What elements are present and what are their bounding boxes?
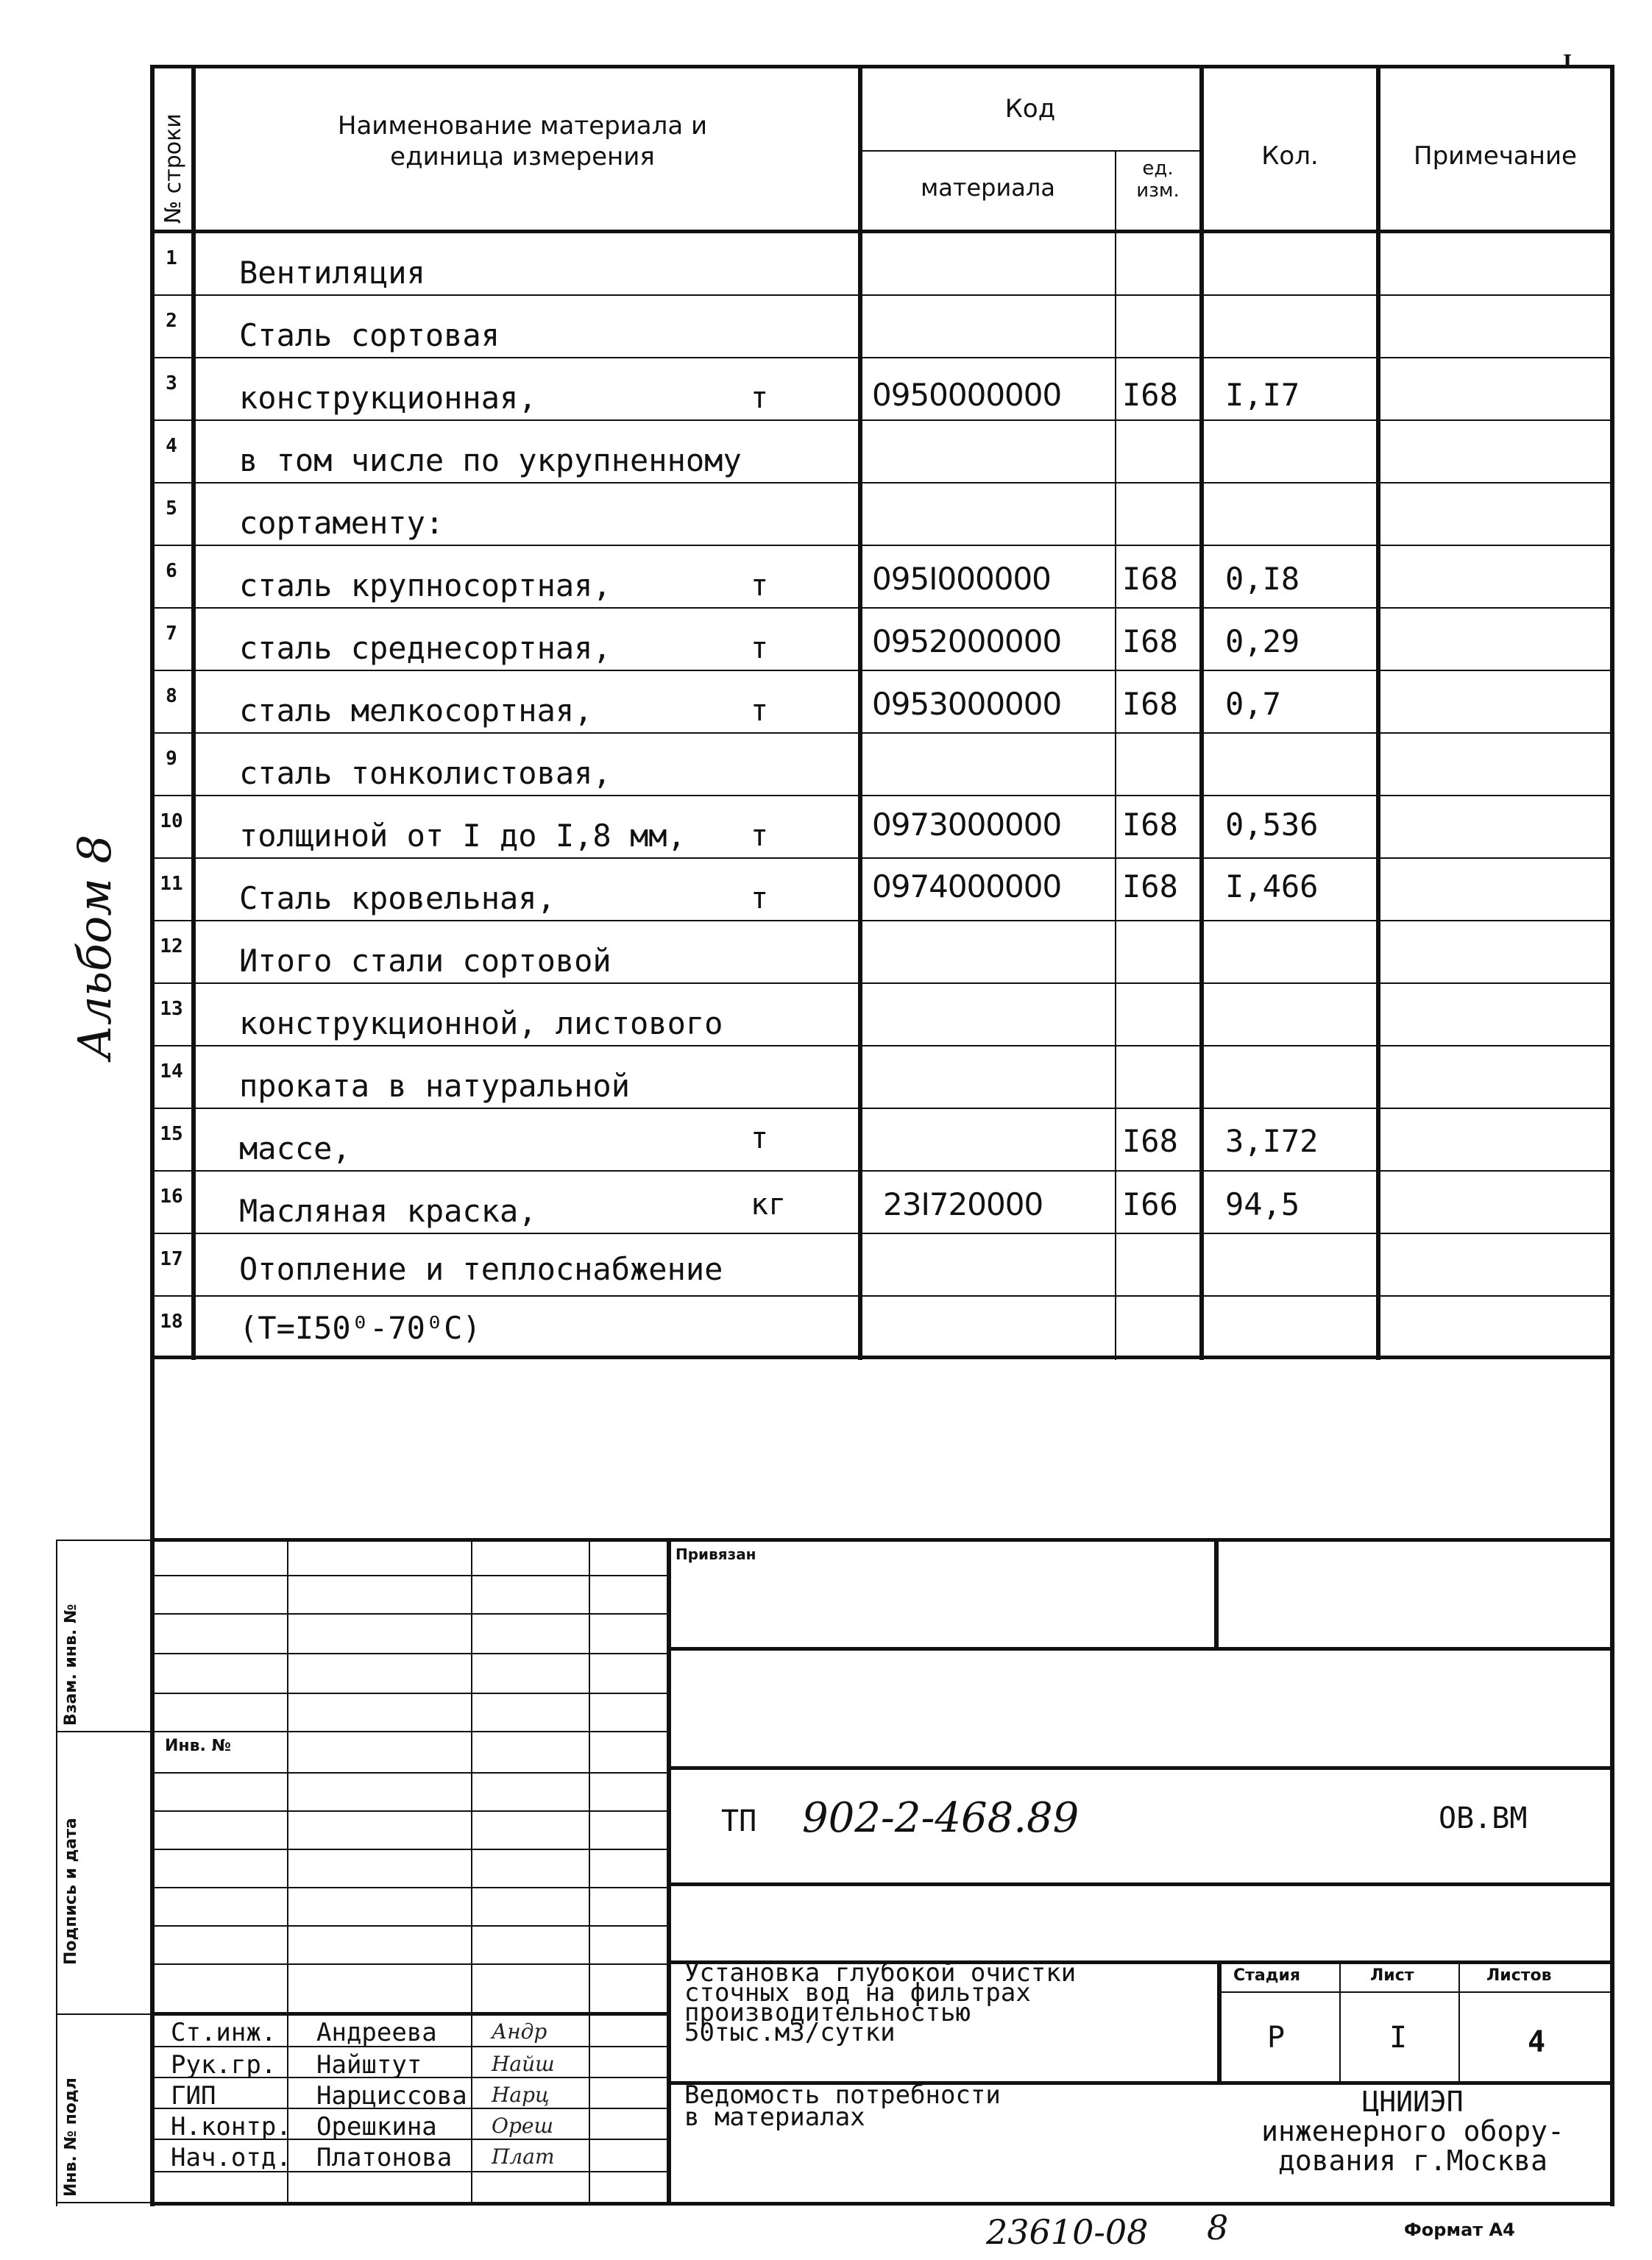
unit: т xyxy=(751,569,769,603)
unit-code-header: ед. изм. xyxy=(1136,157,1180,202)
unit: т xyxy=(751,882,769,915)
row-number: 11 xyxy=(160,873,183,895)
col-sep-rowno xyxy=(191,65,196,1360)
material-name: Сталь сортовая xyxy=(239,317,500,353)
unit-code: I68 xyxy=(1122,686,1178,722)
col-sep-name xyxy=(858,65,862,1360)
stamp-row xyxy=(150,1887,668,1888)
code-header: Код xyxy=(1004,94,1056,124)
row-line xyxy=(150,1233,1614,1234)
replaced-inv-label: Взам. инв. № xyxy=(62,1604,80,1726)
row-line xyxy=(150,1295,1614,1297)
row-line xyxy=(150,482,1614,483)
privyazan-label: Привязан xyxy=(676,1545,756,1563)
quantity: 0,536 xyxy=(1225,807,1319,843)
person-name: Андреева xyxy=(316,2018,437,2047)
album-number: 8 xyxy=(1207,2208,1229,2247)
row-number: 17 xyxy=(160,1248,183,1270)
stage-box-left xyxy=(1217,1960,1222,2083)
person-role: Нач.отд. xyxy=(171,2143,291,2172)
unit: кг xyxy=(751,1188,787,1222)
quantity: 0,7 xyxy=(1225,686,1281,722)
stage-box-sep xyxy=(1339,1960,1341,2083)
stamp-row xyxy=(150,1925,668,1927)
person-signature: Плат xyxy=(492,2144,555,2169)
inv-no-orig-label: Инв. № подл xyxy=(62,2077,80,2197)
stamp-row xyxy=(150,1613,668,1615)
row-number: 18 xyxy=(160,1311,183,1333)
stage-label: Стадия xyxy=(1233,1966,1301,1985)
stamp-col xyxy=(589,1540,590,2202)
person-name: Найштут xyxy=(316,2050,422,2080)
person-role: ГИП xyxy=(171,2081,216,2111)
quantity: 94,5 xyxy=(1225,1186,1300,1222)
row-line xyxy=(150,545,1614,546)
row-number: 9 xyxy=(166,748,177,770)
stamp-row xyxy=(150,1772,668,1774)
person-signature: Нарц xyxy=(492,2083,550,2107)
row-line xyxy=(150,419,1614,421)
row-number: 12 xyxy=(160,935,183,957)
inv-no-label: Инв. № xyxy=(165,1737,232,1755)
project-title: Установка глубокой очистки сточных вод на фильтрах производительностью 50тыс.м3/сутки xyxy=(684,1958,1077,2047)
corner-mark: I xyxy=(1563,52,1573,74)
material-name: массе, xyxy=(239,1130,351,1166)
stamp-row xyxy=(150,1810,668,1812)
material-name: сталь крупносортная, xyxy=(239,567,611,603)
unit: т xyxy=(751,631,769,665)
person-signature: Ореш xyxy=(492,2114,553,2138)
stamp-col xyxy=(471,1540,472,2202)
row-number: 1 xyxy=(166,247,177,269)
material-name: проката в натуральной xyxy=(239,1068,631,1104)
col-sep-unitcode xyxy=(1199,65,1204,1360)
stamp-strip-sep xyxy=(56,1731,152,1732)
material-code: 0953000000 xyxy=(872,686,1062,722)
material-code: 0952000000 xyxy=(872,623,1062,659)
unit-code: I66 xyxy=(1122,1186,1178,1222)
doc-prefix: ТП xyxy=(721,1804,757,1838)
material-name: толщиной от I до I,8 мм, xyxy=(239,818,686,854)
material-code: 095I000000 xyxy=(872,561,1051,597)
material-name: сталь мелкосортная, xyxy=(239,692,593,729)
row-line xyxy=(150,920,1614,921)
material-name: Вентиляция xyxy=(239,255,425,291)
person-role: Рук.гр. xyxy=(171,2050,277,2080)
table-body-bottom xyxy=(150,1356,1614,1359)
material-name: сталь тонколистовая, xyxy=(239,755,611,791)
row-line xyxy=(150,294,1614,296)
row-line xyxy=(150,732,1614,734)
frame-top xyxy=(150,65,1614,68)
stamp-row xyxy=(150,1963,668,1965)
material-code: 0973000000 xyxy=(872,807,1062,843)
person-role: Ст.инж. xyxy=(171,2018,277,2047)
material-name: Масляная краска, xyxy=(239,1193,537,1229)
sheets-label: Листов xyxy=(1486,1966,1552,1985)
sheet-label: Лист xyxy=(1370,1966,1414,1985)
format-label: Формат А4 xyxy=(1404,2220,1515,2240)
sheets-value: 4 xyxy=(1528,2025,1546,2059)
sign-date-label: Подпись и дата xyxy=(62,1818,80,1965)
row-number: 2 xyxy=(166,310,177,332)
unit-code: I68 xyxy=(1122,623,1178,659)
doc-code: ОВ.ВМ xyxy=(1439,1802,1528,1835)
doc-number-top xyxy=(667,1766,1614,1770)
row-number: 14 xyxy=(160,1060,183,1083)
qty-header: Кол. xyxy=(1261,141,1319,171)
sheet-value: I xyxy=(1389,2021,1408,2055)
row-number-header: № строки xyxy=(160,113,186,224)
sheet-title: Ведомость потребности в материалах xyxy=(684,2080,1001,2132)
stamp-col xyxy=(287,1540,288,2202)
stage-box-mid xyxy=(1217,1991,1614,1993)
stage-box-sep xyxy=(1458,1960,1460,2083)
archive-number: 23610-08 xyxy=(986,2212,1149,2252)
privyazan-sep xyxy=(1214,1540,1219,1650)
doc-number: 902-2-468.89 xyxy=(802,1794,1080,1842)
quantity: I,466 xyxy=(1225,868,1319,904)
privyazan-bottom xyxy=(667,1647,1614,1651)
stage-value: Р xyxy=(1267,2021,1286,2055)
row-number: 5 xyxy=(166,497,177,520)
row-line xyxy=(150,982,1614,984)
material-name: Отопление и теплоснабжение xyxy=(239,1251,723,1287)
material-code: 0950000000 xyxy=(872,377,1062,413)
unit-code: I68 xyxy=(1122,377,1178,413)
unit-code: I68 xyxy=(1122,868,1178,904)
row-number: 4 xyxy=(166,435,177,457)
stamp-row xyxy=(150,2012,668,2016)
quantity: I,I7 xyxy=(1225,377,1300,413)
stamp-col xyxy=(667,1540,671,2202)
note-header: Примечание xyxy=(1414,141,1577,171)
row-number: 15 xyxy=(160,1123,183,1145)
material-name: Итого стали сортовой xyxy=(239,943,611,979)
stamp-top-line xyxy=(150,1538,1614,1542)
row-number: 3 xyxy=(166,372,177,394)
stamp-strip-sep xyxy=(56,2013,152,2015)
stamp-strip-left xyxy=(56,1540,57,2206)
material-name: в том числе по укрупненному xyxy=(239,442,742,478)
material-name: сталь среднесортная, xyxy=(239,630,611,666)
stamp-row xyxy=(150,1849,668,1850)
material-name: (T=I50⁰-70⁰C) xyxy=(239,1310,481,1346)
row-line xyxy=(150,795,1614,796)
unit-code: I68 xyxy=(1122,561,1178,597)
row-number: 13 xyxy=(160,998,183,1020)
unit: т xyxy=(751,694,769,728)
row-line xyxy=(150,1045,1614,1046)
person-name: Нарциссова xyxy=(316,2081,467,2111)
material-name: конструкционной, листового xyxy=(239,1005,723,1041)
quantity: 0,29 xyxy=(1225,623,1300,659)
name-header: Наименование материала и единица измерения xyxy=(337,111,708,171)
row-line xyxy=(150,670,1614,671)
stamp-row xyxy=(150,1731,668,1732)
material-code-header: материала xyxy=(921,174,1055,202)
frame-bottom xyxy=(150,2202,1614,2206)
row-line xyxy=(150,607,1614,609)
row-line xyxy=(150,1170,1614,1172)
stamp-row xyxy=(150,1653,668,1654)
stamp-strip-bottom xyxy=(56,2202,152,2203)
person-signature: Найш xyxy=(492,2052,555,2076)
col-sep-material xyxy=(1115,150,1116,1360)
row-number: 7 xyxy=(166,623,177,645)
person-role: Н.контр. xyxy=(171,2112,291,2142)
person-name: Орешкина xyxy=(316,2112,437,2142)
header-bottom-line xyxy=(150,230,1614,233)
row-line xyxy=(150,357,1614,358)
organization: ЦНИИЭП инженерного обору- дования г.Москва xyxy=(1261,2086,1564,2177)
unit: т xyxy=(751,1122,769,1155)
unit-code: I68 xyxy=(1122,1123,1178,1159)
unit-code: I68 xyxy=(1122,807,1178,843)
row-number: 10 xyxy=(160,810,183,832)
quantity: 0,I8 xyxy=(1225,561,1300,597)
unit: т xyxy=(751,819,769,853)
row-number: 8 xyxy=(166,685,177,707)
col-sep-qty xyxy=(1376,65,1380,1360)
person-signature: Андр xyxy=(492,2019,547,2044)
quantity: 3,I72 xyxy=(1225,1123,1319,1159)
stamp-row xyxy=(150,1575,668,1576)
material-name: сортаменту: xyxy=(239,505,444,541)
unit: т xyxy=(751,381,769,415)
material-code: 23I720000 xyxy=(883,1186,1043,1222)
code-subheader-line xyxy=(861,150,1201,152)
doc-number-bottom xyxy=(667,1882,1614,1886)
row-line xyxy=(150,857,1614,859)
material-name: конструкционная, xyxy=(239,380,537,416)
material-name: Сталь кровельная, xyxy=(239,880,556,916)
stamp-strip-top xyxy=(56,1540,152,1541)
row-line xyxy=(150,1108,1614,1109)
row-number: 16 xyxy=(160,1186,183,1208)
material-code: 0974000000 xyxy=(872,868,1062,904)
stamp-row xyxy=(150,1693,668,1694)
album-side-label: Альбом 8 xyxy=(68,835,121,1060)
row-number: 6 xyxy=(166,560,177,582)
person-name: Платонова xyxy=(316,2143,453,2172)
